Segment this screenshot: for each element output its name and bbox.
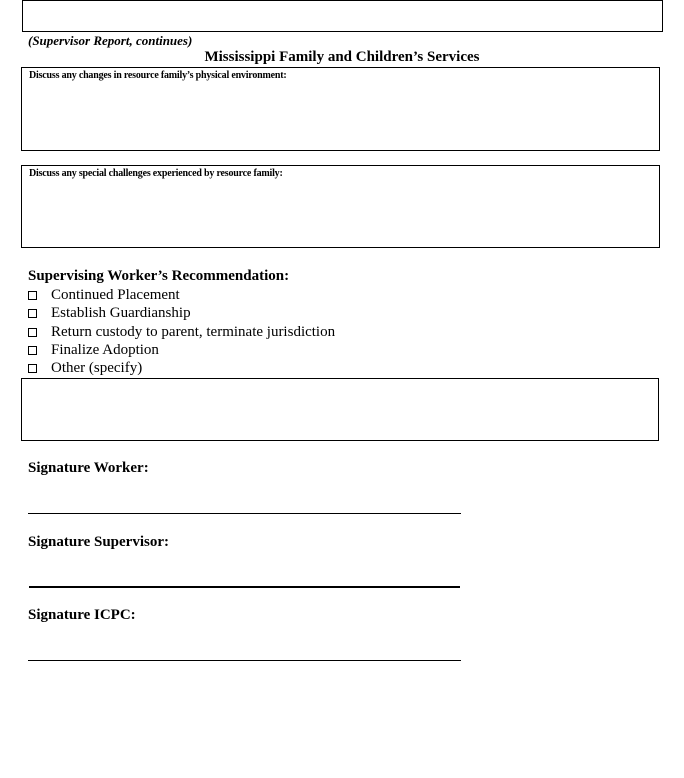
checkbox-icon[interactable] bbox=[28, 291, 37, 300]
signature-supervisor-label: Signature Supervisor: bbox=[28, 534, 169, 550]
option-label: Establish Guardianship bbox=[51, 304, 191, 321]
special-challenges-field[interactable] bbox=[21, 165, 660, 248]
signature-worker-label: Signature Worker: bbox=[28, 460, 149, 476]
option-continued-placement[interactable] bbox=[28, 286, 180, 304]
option-return-custody[interactable] bbox=[28, 323, 335, 341]
checkbox-icon[interactable] bbox=[28, 328, 37, 337]
physical-environment-label: Discuss any changes in resource family’s physical environment: bbox=[29, 70, 287, 81]
option-other[interactable] bbox=[28, 359, 142, 377]
option-finalize-adoption[interactable] bbox=[28, 341, 159, 359]
option-label: Other (specify) bbox=[51, 359, 143, 376]
option-label: Continued Placement bbox=[51, 286, 180, 303]
option-label: Finalize Adoption bbox=[51, 341, 159, 358]
option-label: Return custody to parent, terminate jurisdiction bbox=[51, 323, 336, 340]
special-challenges-label: Discuss any special challenges experienced by resource family: bbox=[29, 168, 283, 179]
page-title: Mississippi Family and Children’s Services bbox=[204, 49, 480, 65]
report-continuation-caption: (Supervisor Report, continues) bbox=[28, 33, 193, 48]
signature-supervisor-line[interactable] bbox=[29, 586, 460, 588]
signature-icpc-line[interactable] bbox=[28, 660, 461, 661]
previous-section-box[interactable] bbox=[22, 0, 663, 32]
checkbox-icon[interactable] bbox=[28, 364, 37, 373]
other-specify-field[interactable] bbox=[21, 378, 659, 441]
signature-icpc-label: Signature ICPC: bbox=[28, 607, 136, 623]
signature-worker-line[interactable] bbox=[28, 513, 461, 514]
physical-environment-field[interactable] bbox=[21, 67, 660, 151]
checkbox-icon[interactable] bbox=[28, 346, 37, 355]
option-establish-guardianship[interactable] bbox=[28, 304, 191, 322]
checkbox-icon[interactable] bbox=[28, 309, 37, 318]
recommendation-heading: Supervising Worker’s Recommendation: bbox=[28, 268, 290, 284]
